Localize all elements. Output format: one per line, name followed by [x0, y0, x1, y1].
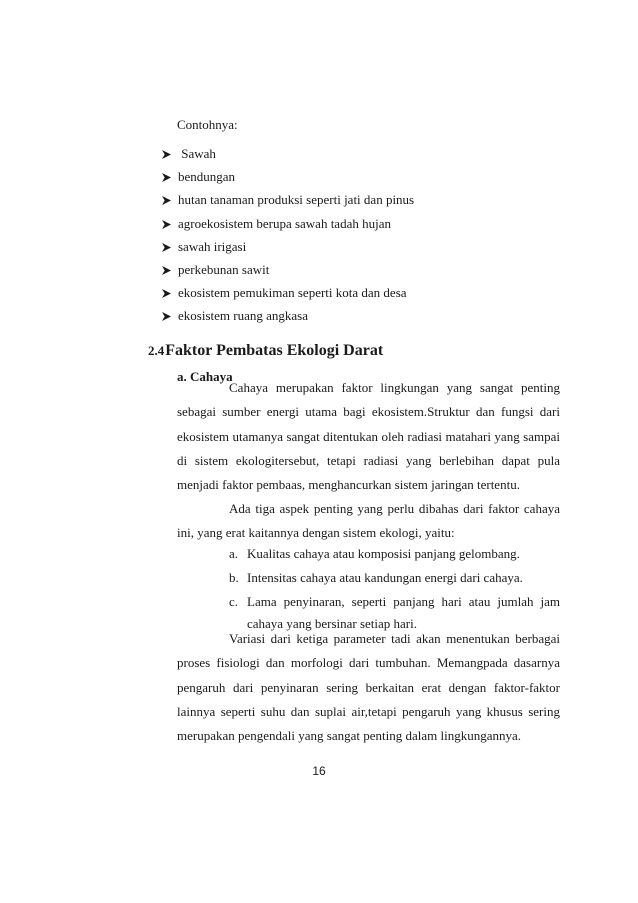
list-item — [162, 304, 414, 327]
arrowhead-bullet-icon — [162, 266, 171, 275]
list-marker: c. — [229, 593, 239, 609]
list-item-text: bendungan — [178, 169, 236, 185]
list-marker: b. — [229, 570, 239, 586]
examples-intro: Contohnya: — [177, 117, 238, 132]
list-item-text: Lama penyinaran, seperti panjang hari atau jumlah jam cahaya yang bersinar setiap hari. — [247, 593, 560, 632]
page-number: 16 — [312, 764, 326, 778]
paragraph-cahaya: Cahaya merupakan faktor lingkungan yang sangat penting sebagai sumber energi utama bagi ekosistem.Struktur dan fungsi dari ekosistem utamanya sangat ditentukan oleh radiasi matahari yang sampai di sistem ekologitersebut, tetapi radiasi yang berlebihan dapat pula menjadi faktor pembaas, menghancurkan sistem jaringan tertentu. — [177, 380, 560, 493]
list-item — [162, 142, 414, 165]
paragraph-variasi: Variasi dari ketiga parameter tadi akan menentukan berbagai proses fisiologi dan morfologi dari tumbuhan. Memangpada dasarnya pengaruh dari penyinaran sering berkaitan erat dengan faktor-faktor lainnya seperti suhu dan suplai air,tetapi pengaruh yang khusus sering merupakan pengendali yang sangat penting dalam lingkungannya. — [177, 631, 560, 744]
list-item — [162, 188, 414, 211]
arrowhead-bullet-icon — [162, 196, 171, 205]
list-item — [162, 235, 414, 258]
section-title: Faktor Pembatas Ekologi Darat — [165, 342, 384, 359]
list-item-text: agroekosistem berupa sawah tadah hujan — [178, 215, 391, 231]
subsection-heading: a. Cahaya — [177, 369, 233, 384]
list-item-text: ekosistem ruang angkasa — [178, 308, 308, 324]
list-item — [162, 212, 414, 235]
section-number: 2.4 — [148, 343, 165, 358]
list-item — [162, 258, 414, 281]
list-item — [229, 542, 560, 566]
list-item-text: ekosistem pemukiman seperti kota dan desa — [178, 285, 407, 301]
list-item-text: Kualitas cahaya atau komposisi panjang gelombang. — [247, 546, 520, 561]
list-item-text: perkebunan sawit — [178, 261, 270, 277]
arrowhead-bullet-icon — [162, 289, 171, 298]
arrowhead-bullet-icon — [162, 150, 171, 159]
arrowhead-bullet-icon — [162, 173, 171, 182]
list-item-text: Intensitas cahaya atau kandungan energi dari cahaya. — [247, 570, 523, 586]
examples-list — [162, 142, 414, 328]
arrowhead-bullet-icon — [162, 220, 171, 229]
list-item — [162, 165, 414, 188]
arrowhead-bullet-icon — [162, 243, 171, 252]
list-item-text: sawah irigasi — [178, 238, 247, 254]
list-item — [229, 566, 560, 590]
list-item — [162, 281, 414, 304]
list-marker: a. — [229, 546, 239, 561]
paragraph-aspects-intro: Ada tiga aspek penting yang perlu dibahas dari faktor cahaya ini, yang erat kaitannya dengan sistem ekologi, yaitu: — [177, 501, 560, 541]
arrowhead-bullet-icon — [162, 312, 171, 321]
aspects-list — [229, 542, 560, 636]
section-heading — [148, 342, 383, 360]
list-item-text: hutan tanaman produksi seperti jati dan pinus — [178, 192, 415, 208]
list-item-text: Sawah — [178, 146, 216, 161]
